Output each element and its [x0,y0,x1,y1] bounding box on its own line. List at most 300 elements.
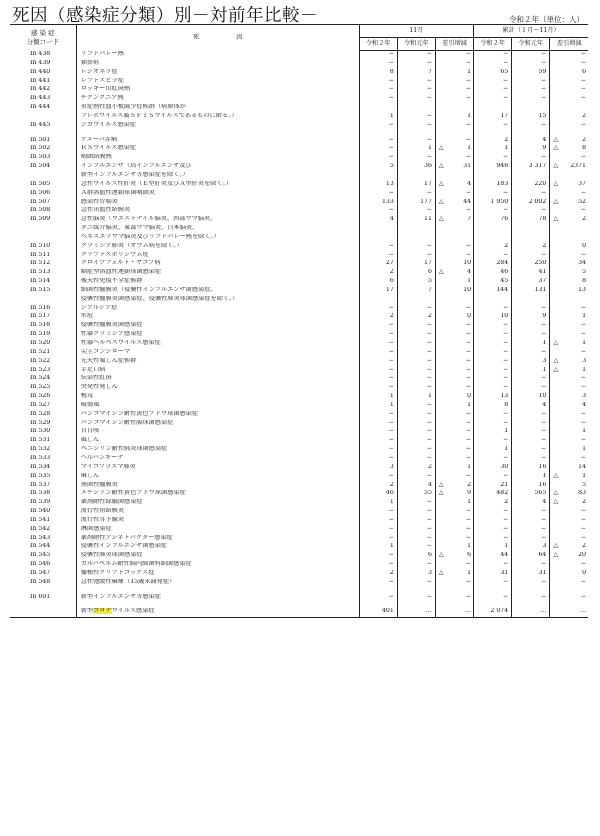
cum-diff-wrap [553,252,586,258]
month-diff-value: − [465,331,472,338]
cause-cell: バンコマイシン耐性黄色ブドウ球菌感染症 [76,411,359,420]
cum-diff-cell [550,437,588,446]
table-row [10,393,588,402]
cum-diff-cell [550,608,588,617]
table-row [10,543,588,552]
table-row [10,269,588,278]
decrease-mark: △ [438,145,444,152]
table-row [10,69,588,78]
month-diff-value: 1 [467,543,472,550]
code-cell: In 520 [10,340,76,349]
month-diff-value: − [465,251,472,258]
month-diff-cell [435,313,473,322]
cum-r1-cell: 2 002 [512,199,550,208]
cum-r2-cell: 183 [474,181,512,190]
code-cell: In 439 [10,60,76,69]
month-r2-cell [359,104,397,113]
cause-cell: ヘルパンギーナ [76,455,359,464]
month-r2-cell [359,296,397,305]
month-diff-value: 44 [463,198,472,205]
month-diff-wrap [439,561,471,567]
month-r1-cell [397,104,435,113]
month-diff-cell [435,543,473,552]
month-diff-wrap [439,252,471,258]
cause-cell: 薬剤耐性アシネトバクター感染症 [76,535,359,544]
header-cum-r2: 令和２年 [474,38,512,51]
cause-cell: レプトスピラ症 [76,78,359,87]
cause-cell: 伝染性紅斑 [76,375,359,384]
cum-r2-cell: − [474,384,512,393]
header-month-diff: 差引増減 [435,38,473,51]
cum-diff-cell [550,428,588,437]
header-cause: 死 因 [76,25,359,51]
month-r2-cell [359,172,397,181]
cum-r1-cell: 64 [512,552,550,561]
cum-diff-value: − [580,534,586,541]
cum-diff-wrap [553,594,586,600]
cause-cell: 後天性免疫不全症候群 [76,278,359,287]
cum-r1-cell: 3 317 [512,163,550,172]
cause-cell: カルバペネム耐性腸内細菌科細菌感染症 [76,561,359,570]
decrease-mark: △ [553,499,559,506]
cause-cell [76,608,359,617]
month-r2-cell: − [359,122,397,131]
code-cell: In 541 [10,517,76,526]
code-cell: In 548 [10,579,76,588]
month-diff-wrap [439,428,471,434]
cause-cell: 新型インフルエンザ等感染症を除く。） [76,172,359,181]
cum-r1-cell: − [512,322,550,331]
table-row [10,163,588,172]
cum-diff-cell [550,137,588,146]
month-diff-wrap [439,411,471,417]
table-row [10,172,588,181]
month-diff-wrap [439,402,471,408]
month-r2-cell: 46 [359,490,397,499]
month-diff-cell [435,349,473,358]
month-diff-value: − [465,304,472,311]
month-r2-cell: − [359,145,397,154]
cum-r1-cell: − [512,428,550,437]
month-diff-value: − [465,593,472,600]
decrease-mark: △ [553,552,559,559]
month-diff-cell [435,579,473,588]
cum-diff-cell [550,78,588,87]
cum-diff-wrap [553,608,586,614]
table-row [10,375,588,384]
month-diff-wrap [439,154,471,160]
cum-r2-cell: 1 [474,446,512,455]
month-diff-cell [435,51,473,60]
month-r1-cell: − [397,428,435,437]
cum-diff-cell [550,340,588,349]
month-diff-value: − [465,410,472,417]
code-cell: In 526 [10,393,76,402]
month-diff-value: − [465,95,472,102]
cum-diff-wrap [553,428,586,434]
month-r1-cell: − [397,154,435,163]
code-cell: In 515 [10,287,76,296]
table-body [10,51,588,618]
cum-r2-cell: − [474,305,512,314]
month-r2-cell [359,225,397,234]
table-row [10,287,588,296]
table-row [10,225,588,234]
cum-diff-value: − [580,348,586,355]
header-month-r2: 令和２年 [359,38,397,51]
cum-diff-cell [550,490,588,499]
month-diff-wrap [439,473,471,479]
cum-diff-cell [550,243,588,252]
month-r1-cell: 177 [397,199,435,208]
cum-diff-value: − [580,331,586,338]
month-diff-cell [435,86,473,95]
month-r2-cell: − [359,375,397,384]
code-cell: In 441 [10,78,76,87]
month-diff-cell [435,464,473,473]
cum-r2-cell: − [474,455,512,464]
cum-diff-cell [550,207,588,216]
month-r2-cell: − [359,384,397,393]
month-diff-value: 1 [467,569,472,576]
cum-r2-cell: − [474,86,512,95]
cause-cell: インフルエンザ（鳥インフルエンザ及び [76,163,359,172]
cum-diff-cell [550,313,588,322]
month-diff-value: − [465,50,472,57]
month-diff-cell [435,181,473,190]
cause-text-part: 新型 [80,608,94,615]
month-diff-value: 1 [467,401,472,408]
cause-cell: リフトバレー熱 [76,51,359,60]
table-row [10,331,588,340]
cum-diff-cell [550,402,588,411]
cum-diff-value: 2371 [570,163,586,170]
cum-diff-value: 0 [582,242,586,249]
month-diff-wrap [439,420,471,426]
month-r1-cell: − [397,190,435,199]
month-r2-cell: 27 [359,260,397,269]
cause-cell: 咽頭結膜熱 [76,154,359,163]
month-diff-wrap [439,269,471,275]
cum-diff-value: 1 [582,340,586,346]
month-diff-cell [435,207,473,216]
month-diff-wrap [439,278,471,284]
cum-diff-wrap [553,579,586,585]
month-r2-cell: 8 [359,69,397,78]
month-diff-value: 9 [467,490,472,497]
code-cell: In 528 [10,411,76,420]
cum-diff-value: 6 [582,68,586,75]
decrease-mark: △ [438,569,444,576]
cum-diff-wrap [553,113,586,119]
month-r2-cell: 133 [359,199,397,208]
month-r2-cell: 5 [359,163,397,172]
month-diff-cell [435,455,473,464]
cum-r1-cell: 1 [512,473,550,482]
month-diff-cell [435,172,473,181]
cum-r1-cell: − [512,51,550,60]
cum-diff-cell [550,172,588,181]
month-diff-cell [435,535,473,544]
code-cell [10,113,76,122]
cum-diff-cell [550,252,588,261]
cum-diff-wrap [553,331,586,337]
cum-diff-value: − [580,322,586,329]
table-row [10,154,588,163]
table-row [10,86,588,95]
code-cell: In 445 [10,122,76,131]
cum-r2-cell: − [474,367,512,376]
month-diff-wrap [439,260,471,266]
cum-diff-value: − [580,251,586,258]
cause-cell: アメーバ赤痢 [76,137,359,146]
month-diff-wrap [439,181,471,187]
cum-diff-value: 1 [582,446,586,453]
month-diff-value: − [465,578,472,585]
cause-cell: ＲＳウイルス感染症 [76,145,359,154]
month-r1-cell: − [397,526,435,535]
cause-cell: 新型インフルエンザ等感染症 [76,594,359,603]
month-r1-cell: 17 [397,181,435,190]
code-cell: In 525 [10,384,76,393]
cum-r2-cell: − [474,375,512,384]
cum-diff-value: 1 [582,428,586,435]
cum-r1-cell: − [512,60,550,69]
month-diff-cell [435,490,473,499]
month-diff-cell [435,243,473,252]
month-r2-cell: 4 [359,216,397,225]
month-r1-cell: − [397,137,435,146]
code-cell: In 531 [10,437,76,446]
cause-cell: 重症熱性血小板減少症候群（病原体が [76,104,359,113]
cause-cell: 侵襲性髄膜炎菌感染症、侵襲性肺炎球菌感染症を除く。） [76,296,359,305]
cum-r1-cell: 59 [512,69,550,78]
cum-r2-cell: − [474,122,512,131]
decrease-mark: △ [553,180,559,187]
cum-diff-value: − [580,121,586,128]
month-diff-value: − [465,384,472,391]
cum-diff-value: − [580,77,586,84]
month-diff-wrap [439,499,471,505]
month-r1-cell: 2 [397,464,435,473]
month-r1-cell: 5 [397,278,435,287]
month-r2-cell: 2 [359,269,397,278]
cum-diff-wrap [553,137,586,143]
cum-r2-cell: 1 950 [474,199,512,208]
cum-diff-value: − [580,419,586,426]
header-cumulative-group: 累計（１月～11月） [474,25,588,38]
month-diff-wrap [439,384,471,390]
cum-diff-wrap [553,561,586,567]
cum-r1-cell: − [512,95,550,104]
code-cell: In 442 [10,86,76,95]
cum-diff-cell [550,296,588,305]
cum-diff-value: − [580,525,586,532]
cum-r2-cell: 8 [474,402,512,411]
month-diff-wrap [439,322,471,328]
cum-r1-cell: 565 [512,490,550,499]
decrease-mark: △ [553,163,559,170]
month-diff-cell [435,367,473,376]
month-diff-cell [435,60,473,69]
cum-diff-value: − [580,561,586,568]
cum-diff-cell [550,122,588,131]
month-r2-cell: − [359,517,397,526]
month-diff-wrap [439,163,471,169]
cum-diff-cell [550,60,588,69]
month-r2-cell: − [359,331,397,340]
cum-diff-cell [550,594,588,603]
table-row [10,51,588,60]
month-r1-cell: − [397,78,435,87]
cum-diff-cell [550,561,588,570]
month-r1-cell: − [397,535,435,544]
code-cell: In 538 [10,490,76,499]
cum-diff-cell [550,322,588,331]
cum-r1-cell: − [512,455,550,464]
month-diff-wrap [439,482,471,488]
month-r1-cell: − [397,499,435,508]
cum-diff-wrap [553,216,586,222]
month-r1-cell: 6 [397,552,435,561]
code-cell: In 504 [10,163,76,172]
cum-diff-wrap [553,69,586,75]
cum-diff-cell [550,163,588,172]
cause-cell: 急性脳炎（ウエストナイル脳炎、西部ウマ脳炎、 [76,216,359,225]
cause-cell: バンコマイシン耐性腸球菌感染症 [76,420,359,429]
month-r2-cell: − [359,508,397,517]
decrease-mark: △ [438,481,444,488]
month-r1-cell: 7 [397,69,435,78]
month-r1-cell: − [397,331,435,340]
cum-r2-cell: 2 [474,499,512,508]
code-cell: In 540 [10,508,76,517]
cause-cell: クラミジア肺炎（オウム病を除く。） [76,243,359,252]
cum-diff-wrap [553,437,586,443]
month-r2-cell: − [359,322,397,331]
month-diff-cell [435,402,473,411]
cum-r2-cell: − [474,95,512,104]
cum-r2-cell [474,296,512,305]
cum-r2-cell: 65 [474,69,512,78]
cum-r1-cell: 4 [512,402,550,411]
cause-cell: 急性出血性結膜炎 [76,207,359,216]
table-row [10,349,588,358]
month-r2-cell: − [359,252,397,261]
month-diff-value: − [465,86,472,93]
table-row [10,608,588,617]
code-cell: In 438 [10,51,76,60]
month-r2-cell: 2 [359,482,397,491]
month-r1-cell: − [397,543,435,552]
cum-r1-cell: 78 [512,216,550,225]
cum-diff-wrap [553,78,586,84]
cum-r1-cell: 10 [512,393,550,402]
header-cum-r1: 令和元年 [512,38,550,51]
cum-r1-cell: − [512,78,550,87]
cum-diff-wrap [553,322,586,328]
month-diff-value: − [465,340,472,346]
cum-r2-cell: − [474,526,512,535]
table-row [10,199,588,208]
cum-diff-value: − [580,95,586,102]
code-cell: In 518 [10,322,76,331]
month-diff-cell [435,331,473,340]
month-diff-value: − [465,437,472,444]
table-row [10,181,588,190]
cum-r1-cell: − [512,331,550,340]
cum-r2-cell: − [474,358,512,367]
cum-r1-cell: − [512,517,550,526]
month-diff-value: − [465,446,472,453]
table-row [10,60,588,69]
decrease-mark: △ [553,357,559,364]
cum-diff-wrap [553,207,586,213]
cum-r1-cell: 220 [512,181,550,190]
month-r1-cell: − [397,243,435,252]
cum-diff-wrap [553,199,586,205]
cum-diff-value: 8 [582,145,586,152]
cum-diff-cell [550,305,588,314]
month-r2-cell: 17 [359,287,397,296]
month-diff-wrap [439,349,471,355]
month-r1-cell: − [397,473,435,482]
table-row [10,517,588,526]
table-row [10,322,588,331]
cum-r1-cell: 2 [512,243,550,252]
month-r2-cell: 1 [359,543,397,552]
code-cell: In 440 [10,69,76,78]
cause-cell: 手足口病 [76,367,359,376]
cum-r2-cell: − [474,51,512,60]
month-diff-cell [435,95,473,104]
month-diff-cell [435,499,473,508]
month-diff-cell [435,420,473,429]
cum-diff-value: 83 [578,490,586,497]
month-r1-cell: − [397,455,435,464]
decrease-mark: △ [438,198,444,205]
month-r1-cell: − [397,122,435,131]
month-r1-cell: … [397,608,435,617]
cum-diff-wrap [553,473,586,479]
cum-diff-cell [550,269,588,278]
table-row [10,428,588,437]
month-r1-cell: 17 [397,260,435,269]
cum-r1-cell: − [512,349,550,358]
cause-cell: 侵襲性インフルエンザ菌感染症 [76,543,359,552]
cum-r2-cell: 284 [474,260,512,269]
cum-diff-value: − [580,508,586,515]
cum-diff-value: 1 [582,313,586,320]
month-diff-value: − [465,348,472,355]
table-row [10,216,588,225]
month-r2-cell: − [359,561,397,570]
month-r2-cell: 401 [359,608,397,617]
month-diff-wrap [439,216,471,222]
code-cell: In 506 [10,190,76,199]
cause-cell: 播種性クリプトコックス症 [76,570,359,579]
cum-r2-cell: − [474,78,512,87]
decrease-mark: △ [438,490,444,497]
month-r2-cell: − [359,190,397,199]
month-diff-cell [435,517,473,526]
month-r1-cell: − [397,420,435,429]
cum-diff-cell [550,570,588,579]
cum-r1-cell: 15 [512,113,550,122]
month-diff-wrap [439,340,471,346]
cum-diff-value: … [579,608,586,615]
highlighted-text: コロナ [93,608,112,615]
